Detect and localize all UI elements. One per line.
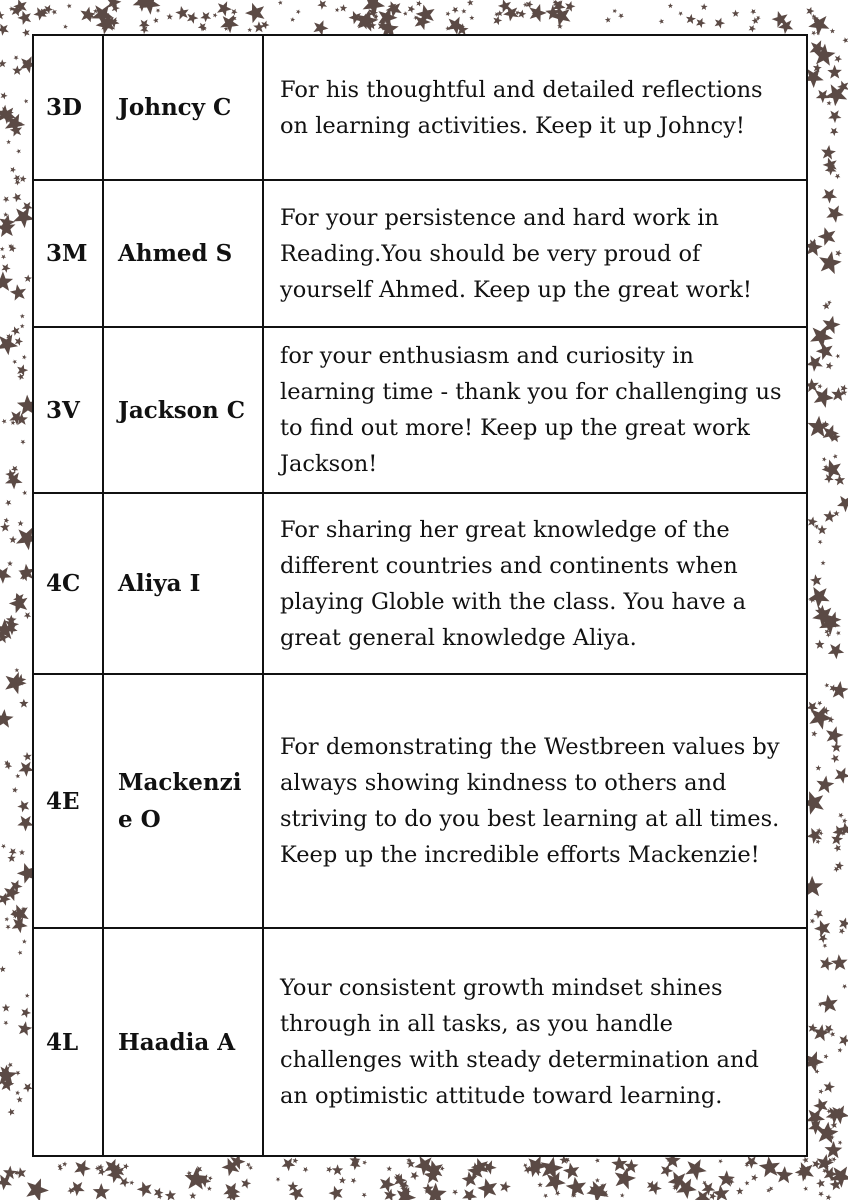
star-icon [10,284,26,300]
star-icon [469,15,474,20]
star-icon [824,1081,835,1093]
star-icon [823,510,836,522]
star-icon [493,16,502,25]
award-reason: For his thoughtful and detailed reflections on learning activities. Keep it up Johncy! [263,35,807,180]
star-icon [0,966,6,973]
star-icon [130,1180,135,1185]
star-icon [11,420,16,425]
star-icon [5,917,10,922]
star-icon [586,1181,608,1200]
star-icon [817,525,827,535]
star-icon [661,1164,674,1177]
star-icon [819,1089,824,1094]
student-name: Ahmed S [103,180,263,327]
star-icon [818,1191,824,1197]
star-icon [0,271,13,291]
star-icon [815,640,825,649]
star-icon [452,1190,458,1196]
star-icon [15,1090,20,1095]
star-icon [19,699,28,708]
star-icon [543,1194,548,1199]
star-icon [819,995,837,1014]
star-icon [831,754,840,763]
award-reason: For demonstrating the Westbreen values by always showing kindness to others and striving to do you best learning at all times. Keep up the incredible efforts Mackenzie! [263,674,807,928]
star-icon [827,300,832,305]
star-icon [241,1178,251,1188]
star-icon [153,17,159,23]
star-icon [834,768,848,784]
star-icon [335,8,340,13]
star-icon [24,612,31,619]
star-icon [7,854,15,862]
star-icon [826,726,844,744]
star-icon [156,9,161,14]
star-icon [15,180,21,186]
star-icon [296,9,301,14]
class-cell: 3D [33,35,103,180]
star-icon [837,496,848,512]
star-icon [408,5,416,13]
star-icon [814,920,830,937]
star-icon [736,1187,744,1194]
star-icon [500,1181,511,1192]
star-icon [406,1159,415,1168]
star-icon [452,7,459,14]
star-icon [123,1163,129,1169]
star-icon [5,500,11,506]
star-icon [9,411,24,426]
star-icon [802,1157,808,1164]
star-icon [816,839,821,844]
star-icon [832,1157,837,1162]
star-icon [776,1166,794,1183]
star-icon [18,950,23,955]
star-icon [818,540,823,545]
star-icon [362,1160,367,1165]
star-icon [813,1098,828,1113]
star-icon [611,1156,627,1172]
student-name: Aliya I [103,493,263,674]
star-icon [732,10,740,17]
star-icon [803,1186,808,1191]
star-icon [605,17,611,23]
star-icon [828,643,844,659]
award-row [33,674,807,928]
star-icon [467,0,474,6]
star-icon [821,560,826,565]
star-icon [529,4,547,22]
star-icon [685,1159,706,1180]
star-icon [20,314,25,319]
star-icon [718,1159,723,1164]
star-icon [810,574,822,586]
star-icon [668,3,673,8]
star-icon [461,9,466,14]
star-icon [3,1021,8,1026]
star-icon [24,275,32,283]
star-icon [362,1193,367,1198]
star-icon [10,167,16,173]
star-icon [217,1,232,16]
star-icon [62,1161,67,1166]
star-icon [15,774,20,779]
star-icon [0,247,5,252]
star-icon [12,360,17,365]
star-icon [1,92,8,99]
star-icon [16,149,21,154]
star-icon [303,1167,309,1173]
star-icon [811,31,816,36]
star-icon [822,944,827,949]
star-icon [814,387,834,408]
star-icon [822,457,827,462]
star-icon [678,11,683,16]
star-icon [213,13,218,18]
star-icon [19,849,25,855]
star-icon [51,9,57,15]
star-icon [340,4,348,12]
star-icon [339,1177,346,1184]
star-icon [22,490,27,495]
award-reason: For sharing her great knowledge of the different countries and continents when playing Globle with the class. You have a great general knowledge Aliya. [263,493,807,674]
star-icon [1,264,10,273]
star-icon [185,1167,208,1190]
star-icon [759,1156,780,1177]
star-icon [838,813,844,819]
star-icon [751,1174,758,1181]
star-icon [317,0,327,10]
student-name: Haadia A [103,928,263,1156]
star-icon [15,337,23,346]
star-icon [620,1193,625,1198]
star-icon [828,110,841,123]
star-icon [830,1031,836,1037]
star-icon [715,18,726,29]
star-icon [3,196,10,203]
award-row [33,493,807,674]
star-icon [74,1160,91,1177]
class-cell: 3V [33,327,103,493]
star-icon [818,384,823,389]
star-icon [565,1,575,12]
star-icon [167,13,174,19]
star-icon [518,10,527,19]
star-icon [818,227,836,246]
star-icon [696,18,706,28]
star-icon [618,13,624,19]
star-icon [817,701,822,706]
student-name: Jackson C [103,327,263,493]
star-icon [563,1163,580,1180]
star-icon [814,909,824,919]
star-icon [477,1178,497,1198]
star-icon [276,1177,281,1182]
star-icon [9,848,17,856]
star-icon [290,17,295,22]
star-icon [18,520,24,526]
star-icon [824,683,829,688]
star-icon [1,255,6,260]
award-row [33,180,807,327]
star-icon [20,440,25,445]
star-icon [818,934,828,943]
student-name: Mackenzie O [103,674,263,928]
star-icon [1,844,6,849]
star-icon [836,631,841,636]
star-icon [834,55,842,63]
star-icon [2,419,7,424]
star-icon [826,205,844,222]
star-icon [824,1054,829,1059]
star-icon [839,1035,848,1047]
award-reason: For your persistence and hard work in Reading.You should be very proud of yourself Ahmed. Keep up the great work! [263,180,807,327]
star-icon [187,12,198,24]
star-icon [462,1189,477,1200]
star-icon [20,324,25,329]
star-icon [806,7,814,15]
star-icon [15,668,20,673]
star-icon [0,522,10,532]
star-icon [750,9,756,15]
star-icon [842,984,847,989]
award-reason: for your enthusiasm and curiosity in learning time - thank you for challenging us to find out more! Keep up the great work Jackson! [263,327,807,493]
star-icon [526,1,534,9]
star-icon [835,354,840,359]
star-icon [831,833,843,845]
class-cell: 3M [33,180,103,327]
star-icon [6,140,11,145]
star-icon [3,1166,17,1180]
star-icon [93,1183,110,1199]
star-icon [566,1177,586,1198]
star-icon [835,174,841,180]
star-icon [16,1096,23,1102]
star-icon [5,925,10,930]
star-icon [25,993,30,998]
star-icon [17,11,31,25]
star-icon [189,1192,196,1199]
star-icon [80,7,95,23]
star-icon [416,0,422,6]
star-icon [292,1158,298,1164]
award-row [33,327,807,493]
star-icon [808,587,830,608]
star-icon [822,460,841,480]
star-icon [2,1004,10,1012]
star-icon [200,12,211,22]
star-icon [0,59,7,67]
star-icon [718,1170,735,1186]
star-icon [120,1177,130,1187]
star-icon [816,1179,825,1188]
star-icon [24,99,29,104]
star-icon [5,672,26,694]
star-icon [831,954,848,970]
star-icon [380,1176,396,1192]
star-icon [22,355,27,360]
star-icon [541,1157,564,1180]
star-icon [686,14,696,24]
star-icon [23,752,32,761]
star-icon [12,65,22,75]
star-icon [220,15,239,33]
class-cell: 4C [33,493,103,674]
star-icon [17,364,28,376]
star-icon [833,454,838,459]
star-icon [659,19,664,25]
star-icon [247,28,252,33]
star-icon [839,918,848,930]
student-name: Johncy C [103,35,263,180]
star-icon [744,1180,749,1185]
star-icon [175,6,188,20]
class-cell: 4E [33,674,103,928]
award-reason: Your consistent growth mindset shines through in all tasks, as you handle challenges with steady determination and an optimistic attitude toward learning. [263,928,807,1156]
star-icon [816,776,834,794]
star-icon [835,250,842,257]
star-icon [826,362,833,370]
star-icon [154,1188,164,1198]
star-icon [749,25,756,32]
star-icon [827,65,842,79]
star-icon [0,24,9,36]
star-icon [329,1186,343,1200]
star-icon [595,1158,600,1163]
star-icon [332,1164,343,1175]
star-icon [14,56,19,61]
star-icon [807,828,823,844]
star-icon [410,1171,419,1180]
star-icon [231,9,238,16]
star-icon [63,24,68,29]
star-icon [67,3,72,8]
star-icon [840,385,847,393]
star-icon [838,1048,843,1053]
star-icon [137,1182,152,1198]
star-icon [165,1190,176,1200]
star-icon [26,1178,49,1200]
star-icon [826,1194,832,1200]
star-icon [822,189,838,204]
star-icon [386,1166,392,1172]
star-icon [0,11,5,19]
star-icon [555,1191,561,1197]
star-icon [21,1008,31,1019]
star-icon [351,1178,357,1184]
star-icon [595,1178,600,1183]
star-icon [12,787,18,793]
star-icon [22,939,27,944]
star-icon [207,1186,212,1191]
star-icon [7,561,13,567]
star-icon [245,3,265,23]
star-icon [446,11,451,16]
star-icon [834,475,845,486]
star-icon [537,1182,543,1187]
star-icon [523,1163,528,1168]
star-icon [701,3,708,10]
star-icon [22,29,30,37]
star-icon [0,567,12,584]
star-icon [326,1166,332,1173]
star-icon [838,1140,843,1145]
awards-table [32,34,808,1157]
star-icon [9,536,17,543]
award-row [33,928,807,1156]
star-icon [821,145,836,160]
star-icon [0,709,14,728]
class-cell: 4L [33,928,103,1156]
star-icon [830,128,839,137]
star-icon [7,1062,12,1068]
star-icon [278,0,283,5]
star-icon [223,1183,240,1200]
star-icon [208,1176,213,1181]
star-icon [831,742,842,752]
star-icon [11,466,18,473]
star-icon [820,957,834,971]
star-icon [403,11,408,16]
star-icon [613,9,618,14]
star-icon [816,765,822,771]
star-icon [830,28,835,33]
star-icon [839,928,845,934]
star-icon [20,175,27,182]
star-icon [12,193,21,202]
star-icon [8,1108,15,1115]
award-row [33,35,807,180]
star-icon [384,1189,397,1200]
star-icon [811,731,817,737]
star-icon [842,37,848,43]
star-icon [261,21,270,30]
star-icon [827,101,832,106]
star-icon [13,175,20,182]
star-icon [816,342,833,360]
star-icon [712,1185,729,1200]
star-icon [139,20,150,31]
star-icon [834,844,841,852]
star-icon [806,355,823,371]
star-icon [810,918,815,924]
star-icon [18,1021,32,1035]
star-icon [17,800,29,812]
